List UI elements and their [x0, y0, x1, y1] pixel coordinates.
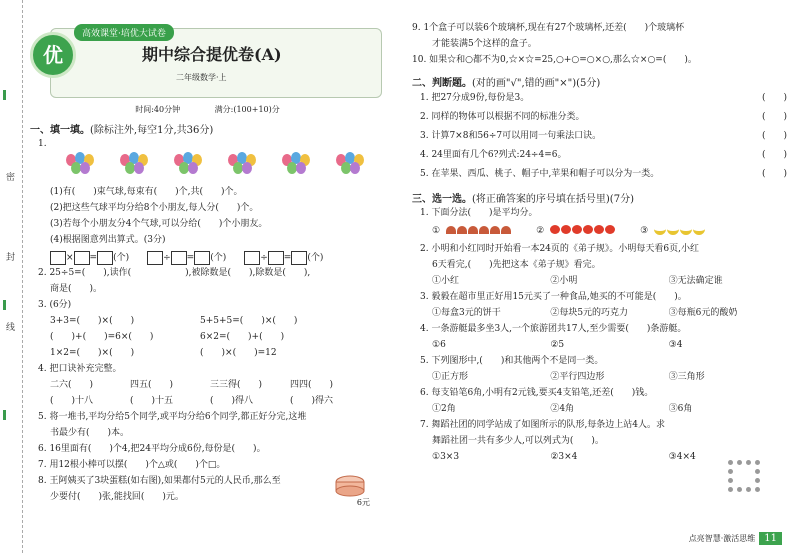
judge-item: 4. 24里面有几个6?列式:24÷4=6。 ( )	[420, 150, 787, 160]
q1-part3: (3)若每个小朋友分4个气球,可以分给( )个小朋友。	[50, 219, 268, 229]
choice-3: 3. 毅毅在超市里正好用15元买了一种食品,她买的不可能是( )。	[420, 292, 687, 302]
choice-6: 6. 每支铅笔6角,小明有2元钱,要买4支铅笔,还差( )钱。	[420, 388, 654, 398]
mushroom-icon	[446, 226, 512, 237]
dance-formation-icon	[728, 460, 760, 492]
question-3: 3. (6分)	[38, 299, 72, 310]
header	[30, 28, 385, 98]
q1-part4: (4)根据图意列出算式。(3分)	[50, 235, 166, 245]
q3-row: ( )+( )=6×( ) 6×2=( )+( )	[50, 331, 285, 342]
margin-tick	[3, 90, 20, 100]
choice-2: 2. 小明和小红同时开始看一本24页的《弟子规》。小明每天看6页,小红	[420, 244, 699, 254]
margin-label: 密	[6, 173, 16, 183]
q3-row: 3+3=( )×( ) 5+5+5=( )×( )	[50, 315, 298, 326]
question-10: 10. 如果☆和○都不为0,☆×☆=25,○+○=○×○,那么☆×○=( )。	[412, 55, 697, 65]
choice-7-options: ①3×3 ②3×4 ③4×4	[432, 452, 696, 462]
balloon-icon	[118, 152, 150, 184]
section-2-heading: 二、判断题。(对的画"√",错的画"×")(5分)	[412, 78, 601, 89]
question-1: 1.	[38, 136, 385, 184]
page-subtitle: 二年级数学·上	[176, 73, 227, 82]
question-9: 9. 1个盒子可以装6个玻璃杯,现在有27个玻璃杯,还差( )个玻璃杯	[412, 23, 685, 33]
judge-item: 3. 计算7×8和56÷7可以用同一句乘法口诀。 ( )	[420, 131, 787, 141]
choice-5: 5. 下列图形中,( )和其他两个不是同一类。	[420, 356, 604, 366]
q1-part2: (2)把这些气球平均分给8个小朋友,每人分( )个。	[50, 203, 259, 213]
page-footer	[689, 532, 782, 545]
time-limit: 时间:40分钟	[135, 105, 181, 114]
question-6: 6. 16里面有( )个4,把24平均分成6份,每份是( )。	[38, 443, 266, 454]
margin-tick	[3, 410, 20, 420]
choice-3-options: ①每盒3元的饼干 ②每块5元的巧克力 ③每瓶6元的酸奶	[432, 308, 738, 318]
page-title: 期中综合提优卷(A)	[142, 45, 282, 64]
choice-7-cont: 舞蹈社团一共有多少人,可以列式为( )。	[432, 436, 604, 446]
banana-icon	[654, 225, 706, 238]
question-2: 2. 25÷5=( ),读作( ),被除数是( ),除数是( ),	[38, 267, 311, 278]
brand-label: 高效课堂·培优大试卷	[74, 24, 174, 41]
tomato-icon	[550, 225, 616, 237]
right-column	[412, 20, 787, 465]
choice-6-options: ①2角 ②4角 ③6角	[432, 404, 693, 414]
footer-text: 点亮智慧·激活思维	[688, 534, 756, 543]
balloon-icon	[280, 152, 312, 184]
q1-part1: (1)有( )束气球,每束有( )个,共( )个。	[50, 187, 243, 197]
judge-item: 5. 在苹果、西瓜、桃子、帽子中,苹果和帽子可以分为一类。 ( )	[420, 169, 787, 179]
choice-4: 4. 一条游艇最多坐3人,一个旅游团共17人,至少需要( )条游艇。	[420, 324, 687, 334]
cake-image	[330, 470, 370, 507]
choice-4-options: ①6 ②5 ③4	[432, 340, 683, 350]
cake-price: 6元	[356, 498, 370, 507]
question-5-cont: 书最少有( )本。	[50, 427, 130, 438]
choice-5-options: ①正方形 ②平行四边形 ③三角形	[432, 372, 705, 382]
question-9-cont: 才能装满5个这样的盒子。	[432, 39, 537, 49]
q4-row: 二六( ) 四五( ) 三三得( ) 四四( )	[50, 379, 334, 390]
choice-7: 7. 舞蹈社团的同学站成了如图所示的队形,每条边上站4人。求	[420, 420, 666, 430]
question-5: 5. 将一堆书,平均分给5个同学,或平均分给6个同学,都正好分完,这堆	[38, 411, 307, 422]
section-1-heading: 一、填一填。(除标注外,每空1分,共36分)	[30, 125, 214, 136]
margin-tick	[3, 300, 20, 310]
badge: 优	[30, 32, 76, 78]
balloon-icon	[226, 152, 258, 184]
choice-1: 1. 下面分法( )是平均分。	[420, 208, 538, 218]
q4-row: ( )十八 ( )十五 ( )得八 ( )得六	[50, 395, 334, 406]
left-column	[30, 28, 385, 505]
question-8: 8. 王阿姨买了3块蛋糕(如右图),如果都付5元的人民币,那么至	[38, 475, 281, 486]
full-score: 满分:(100+10)分	[214, 105, 280, 114]
equation-boxes: × = (个) ÷ = (个) ÷ = (个)	[50, 250, 385, 265]
binding-margin	[0, 0, 23, 553]
margin-label: 封	[6, 253, 16, 263]
page-number: 11	[759, 532, 782, 545]
balloon-picture	[64, 152, 385, 184]
question-4: 4. 把口诀补充完整。	[38, 363, 122, 374]
margin-label: 线	[6, 323, 16, 333]
judge-item: 2. 同样的物体可以根据不同的标准分类。 ( )	[420, 112, 787, 122]
section-3-heading: 三、选一选。(将正确答案的序号填在括号里)(7分)	[412, 194, 634, 205]
question-7: 7. 用12根小棒可以摆( )个△或( )个□。	[38, 459, 226, 470]
judge-item: 1. 把27分成9份,每份是3。 ( )	[420, 93, 787, 103]
q3-row: 1×2=( )×( ) ( )×( )=12	[50, 347, 277, 358]
question-2-cont: 商是( )。	[50, 283, 103, 294]
choice-2-options: ①小红 ②小明 ③无法确定谁	[432, 276, 723, 286]
choice-1-pictures: ① ② ③	[432, 221, 787, 241]
exam-meta	[30, 104, 385, 115]
question-8-cont: 少要付( )张,能找回( )元。	[50, 491, 184, 502]
balloon-icon	[334, 152, 366, 184]
balloon-icon	[172, 152, 204, 184]
balloon-icon	[64, 152, 96, 184]
choice-2-cont: 6天看完,( )先把这本《弟子规》看完。	[432, 260, 601, 270]
